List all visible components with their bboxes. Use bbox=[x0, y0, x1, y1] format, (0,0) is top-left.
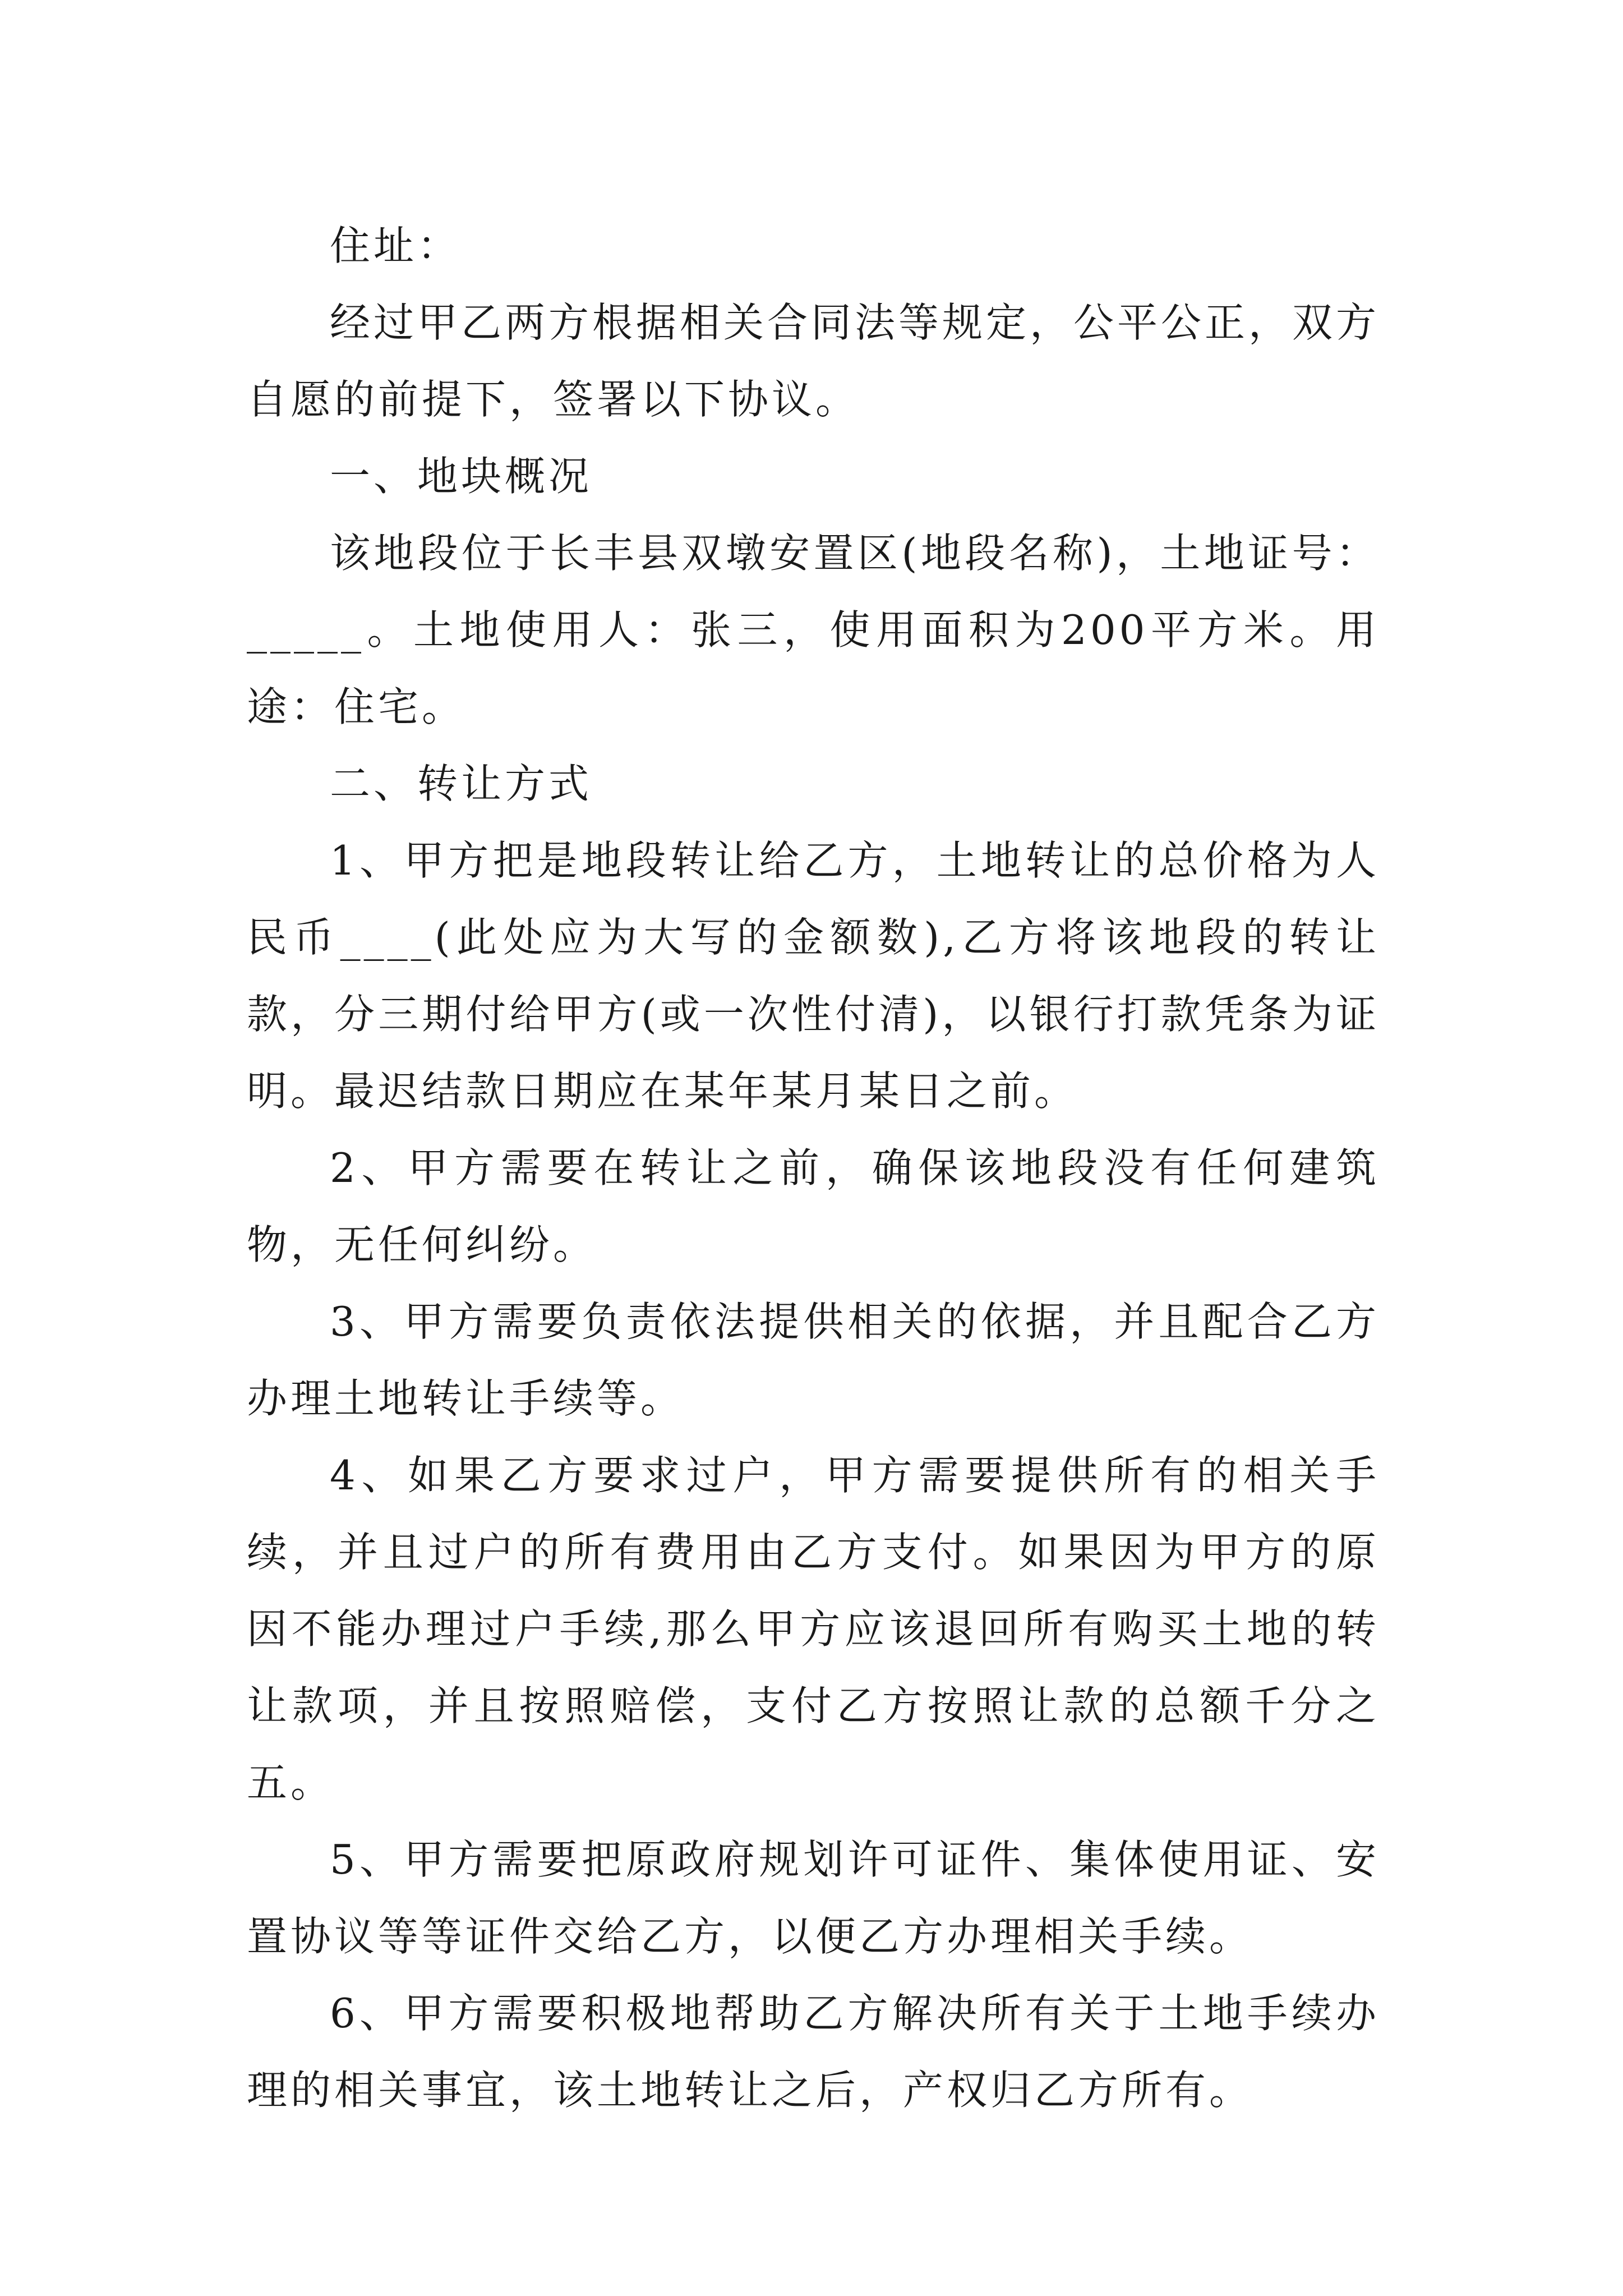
land-overview-paragraph: 该地段位于长丰县双墩安置区(地段名称)，土地证号：_____。土地使用人：张三，使用面积为200平方米。用途：住宅。 bbox=[247, 530, 1380, 730]
clause-6: 6、甲方需要积极地帮助乙方解决所有关于土地手续办理的相关事宜，该土地转让之后，产权归乙方所有。 bbox=[247, 1990, 1380, 2114]
section-heading-transfer-method: 二、转让方式 bbox=[330, 760, 593, 807]
clause-3: 3、甲方需要负责依法提供相关的依据，并且配合乙方办理土地转让手续等。 bbox=[247, 1298, 1380, 1422]
clause-5: 5、甲方需要把原政府规划许可证件、集体使用证、安置协议等等证件交给乙方，以便乙方办理相关手续。 bbox=[247, 1836, 1380, 1960]
clause-2: 2、甲方需要在转让之前，确保该地段没有任何建筑物，无任何纠纷。 bbox=[247, 1144, 1380, 1268]
address-label: 住址： bbox=[330, 222, 462, 269]
clause-4: 4、如果乙方要求过户，甲方需要提供所有的相关手续，并且过户的所有费用由乙方支付。如果因为甲方的原因不能办理过户手续,那么甲方应该退回所有购买土地的转让款项，并且按照赔偿，支付乙方按照让款的总额千分之五。 bbox=[247, 1452, 1380, 1806]
document-body bbox=[247, 208, 1380, 2129]
intro-paragraph: 经过甲乙两方根据相关合同法等规定，公平公正，双方自愿的前提下，签署以下协议。 bbox=[247, 299, 1380, 423]
section-heading-land-overview: 一、地块概况 bbox=[330, 453, 593, 500]
clause-1: 1、甲方把是地段转让给乙方，土地转让的总价格为人民币____(此处应为大写的金额数),乙方将该地段的转让款，分三期付给甲方(或一次性付清)，以银行打款凭条为证明。最迟结款日期应在某年某月某日之前。 bbox=[247, 837, 1380, 1115]
